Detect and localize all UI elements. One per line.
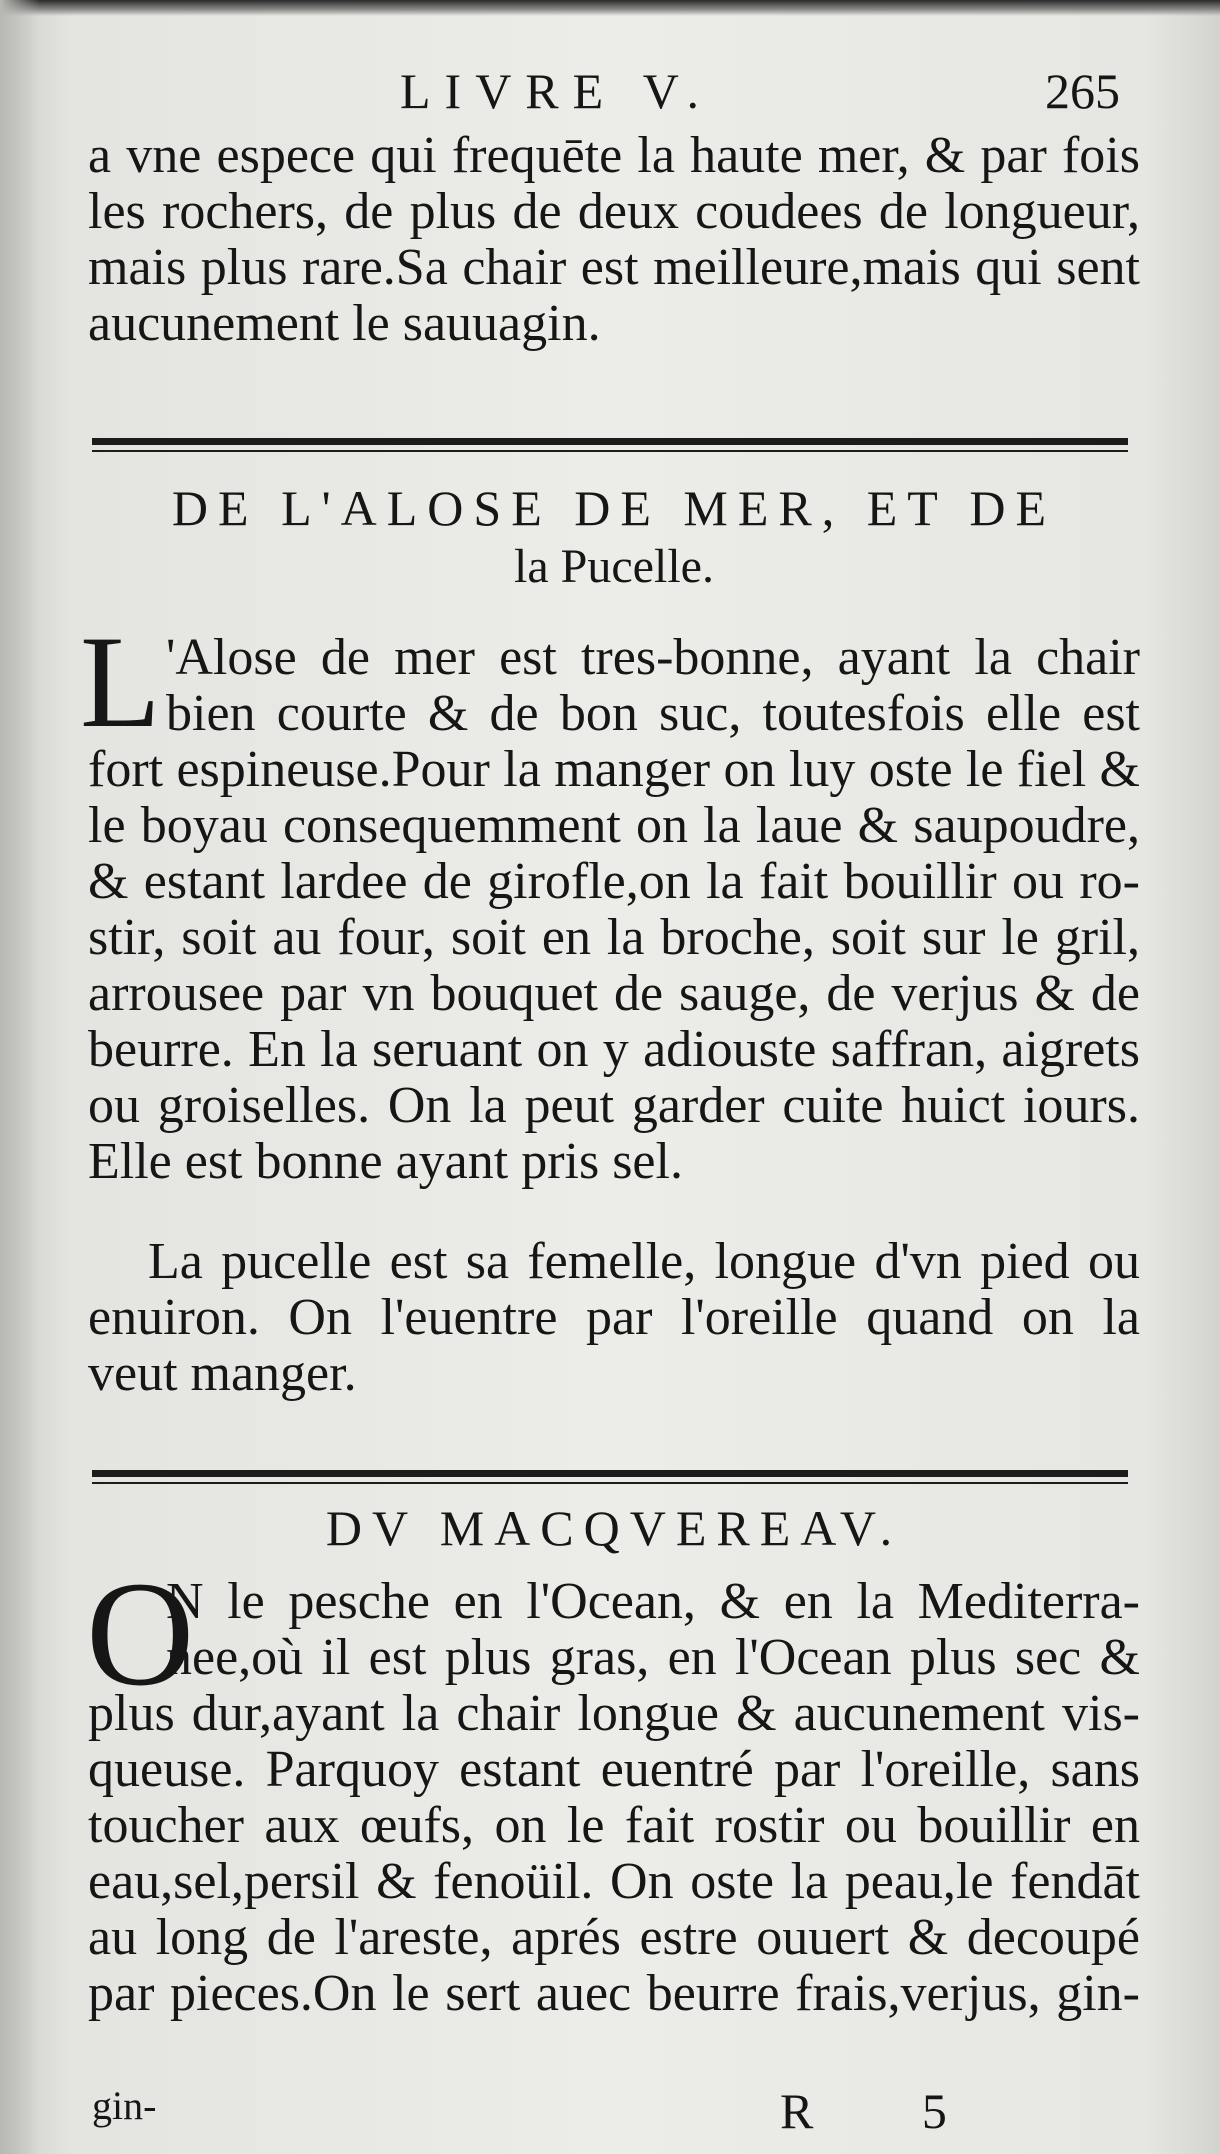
text-line: aucunement le sauuagin. — [88, 295, 601, 352]
section-subtitle-pucelle: la Pucelle. — [514, 540, 714, 593]
text-line: nee,où il est plus gras, en l'Ocean plus sec & — [166, 1629, 1140, 1686]
drop-cap-l: L — [80, 608, 161, 755]
text-line: N le pesche en l'Ocean, & en la Mediterra- — [166, 1573, 1140, 1630]
text-line: enuiron. On l'euentre par l'oreille quand on la — [88, 1289, 1140, 1346]
section-rule-bottom — [92, 450, 1128, 452]
section-rule-bottom — [92, 1482, 1128, 1484]
section-rule-top — [92, 1470, 1128, 1477]
text-line: le boyau consequemment on la laue & saupoudre, — [88, 797, 1140, 854]
text-line: & estant lardee de girofle,on la fait bouillir ou ro- — [88, 853, 1140, 910]
text-line: plus dur,ayant la chair longue & aucunement vis- — [88, 1685, 1140, 1742]
section-title-alose: DE L'ALOSE DE MER, ET DE — [171, 480, 1057, 536]
section-rule-top — [92, 438, 1128, 445]
signature-mark: R 5 — [780, 2083, 995, 2139]
text-line: Elle est bonne ayant pris sel. — [88, 1133, 683, 1190]
section-title-macquereau: DV MACQVEREAV. — [325, 1500, 903, 1556]
page-gutter-shadow — [0, 0, 40, 2154]
text-line: ou groiselles. On la peut garder cuite huict iours. — [88, 1077, 1140, 1134]
macquereau-paragraph — [86, 1551, 1140, 2022]
page-top-shadow — [0, 0, 1220, 16]
intro-paragraph — [88, 128, 1140, 352]
text-line: a vne espece qui frequēte la haute mer, & par fois — [88, 127, 1140, 184]
text-line: stir, soit au four, soit en la broche, soit sur le gril, — [88, 909, 1140, 966]
text-line: La pucelle est sa femelle, longue d'vn pied ou — [148, 1233, 1140, 1290]
text-line: bien courte & de bon suc, toutesfois elle est — [166, 685, 1140, 742]
text-line: queuse. Parquoy estant euentré par l'oreille, sans — [88, 1741, 1140, 1798]
text-line: par pieces.On le sert auec beurre frais,verjus, gin- — [88, 1965, 1140, 2022]
text-line: mais plus rare.Sa chair est meilleure,mais qui sent — [88, 239, 1140, 296]
page-footer — [0, 2082, 1220, 2142]
text-line: 'Alose de mer est tres-bonne, ayant la chair — [166, 629, 1140, 686]
text-line: fort espineuse.Pour la manger on luy oste le fiel & — [88, 741, 1140, 798]
text-line: arrousee par vn bouquet de sauge, de verjus & de — [88, 965, 1140, 1022]
page-number: 265 — [1045, 63, 1120, 119]
page-header — [0, 62, 1220, 122]
pucelle-paragraph — [88, 1234, 1140, 1402]
text-line: les rochers, de plus de deux coudees de longueur, — [88, 183, 1140, 240]
drop-cap-o: O — [86, 1551, 195, 1717]
text-line: beurre. En la seruant on y adiouste saffran, aigrets — [88, 1021, 1140, 1078]
running-title: LIVRE V. — [400, 63, 713, 119]
text-line: veut manger. — [88, 1345, 357, 1402]
catchword: gin- — [92, 2083, 157, 2128]
text-line: toucher aux œufs, on le fait rostir ou bouillir en — [88, 1797, 1140, 1854]
text-line: au long de l'areste, aprés estre ouuert & decoupé — [88, 1909, 1140, 1966]
text-line: eau,sel,persil & fenoüil. On oste la peau,le fendāt — [88, 1853, 1140, 1910]
alose-paragraph — [88, 630, 1140, 1190]
